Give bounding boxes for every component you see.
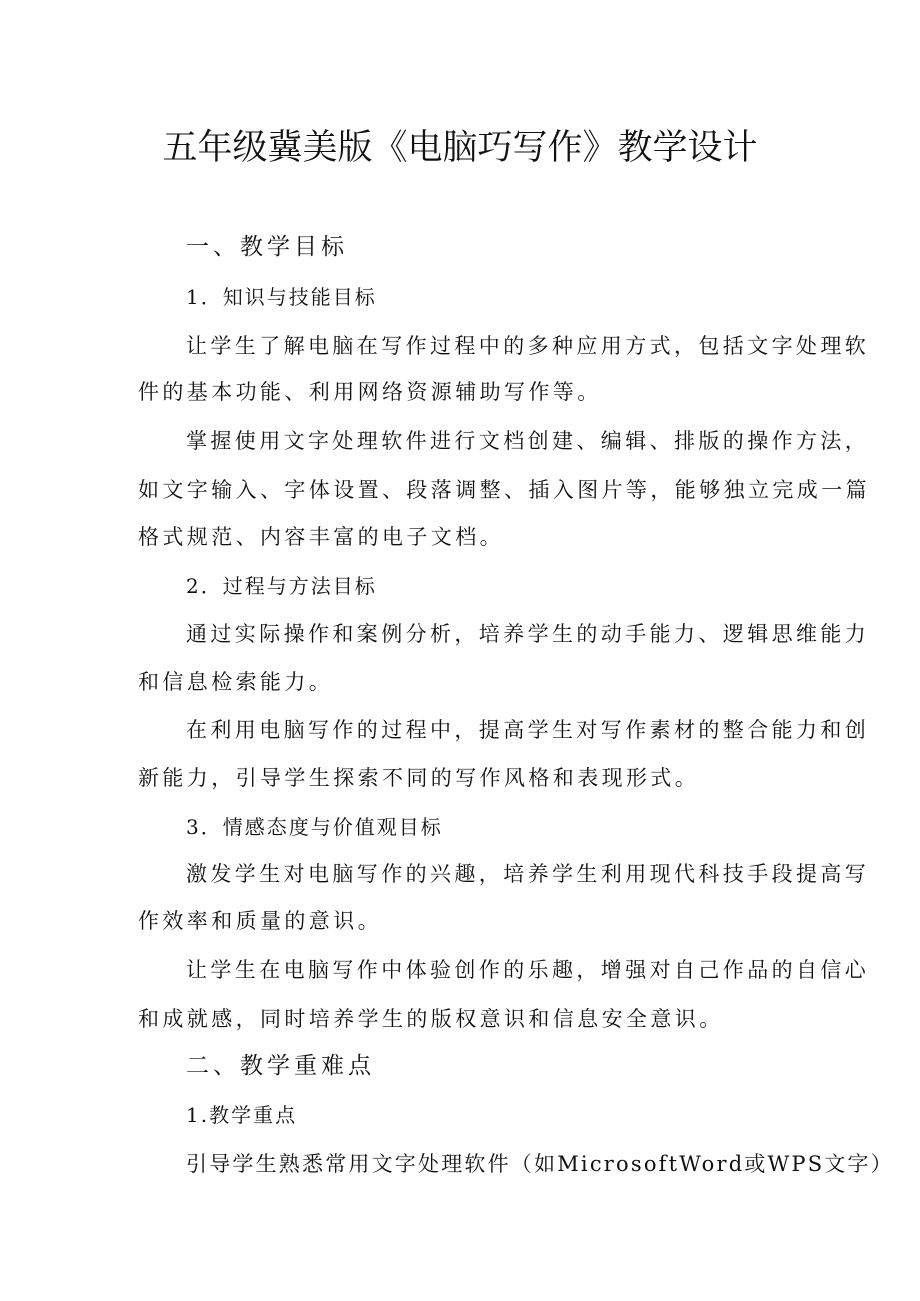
paragraph-line: 通过实际操作和案例分析，培养学生的动手能力、逻辑思维能力 — [186, 622, 870, 646]
subheading-knowledge-skills: 1．知识与技能目标 — [186, 285, 377, 309]
paragraph-line: 在利用电脑写作的过程中，提高学生对写作素材的整合能力和创 — [186, 718, 870, 742]
paragraph-line: 格式规范、内容丰富的电子文档。 — [138, 525, 504, 549]
section-heading-key-difficult-points: 二、教学重难点 — [186, 1053, 375, 1079]
paragraph-line: 和成就感，同时培养学生的版权意识和信息安全意识。 — [138, 1007, 724, 1031]
paragraph-line: 作效率和质量的意识。 — [138, 909, 382, 933]
paragraph-line: 激发学生对电脑写作的兴趣，培养学生利用现代科技手段提高写 — [186, 862, 870, 886]
paragraph-line: 让学生在电脑写作中体验创作的乐趣，增强对自己作品的自信心 — [186, 958, 870, 982]
subheading-attitude-values: 3．情感态度与价值观目标 — [186, 815, 443, 839]
subheading-process-method: 2．过程与方法目标 — [186, 574, 377, 598]
paragraph-line: 新能力，引导学生探索不同的写作风格和表现形式。 — [138, 766, 700, 790]
paragraph-line: 掌握使用文字处理软件进行文档创建、编辑、排版的操作方法， — [186, 429, 870, 453]
paragraph-line: 让学生了解电脑在写作过程中的多种应用方式，包括文字处理软 — [186, 334, 870, 358]
paragraph-line: 件的基本功能、利用网络资源辅助写作等。 — [138, 380, 602, 404]
document-title: 五年级冀美版《电脑巧写作》教学设计 — [162, 128, 758, 168]
paragraph-line: 引导学生熟悉常用文字处理软件（如MicrosoftWord或WPS文字） — [186, 1152, 894, 1176]
section-heading-objectives: 一、教学目标 — [186, 234, 348, 260]
paragraph-line: 和信息检索能力。 — [138, 670, 334, 694]
paragraph-line: 如文字输入、字体设置、段落调整、插入图片等，能够独立完成一篇 — [138, 478, 870, 502]
subheading-teaching-focus: 1.教学重点 — [186, 1103, 298, 1127]
